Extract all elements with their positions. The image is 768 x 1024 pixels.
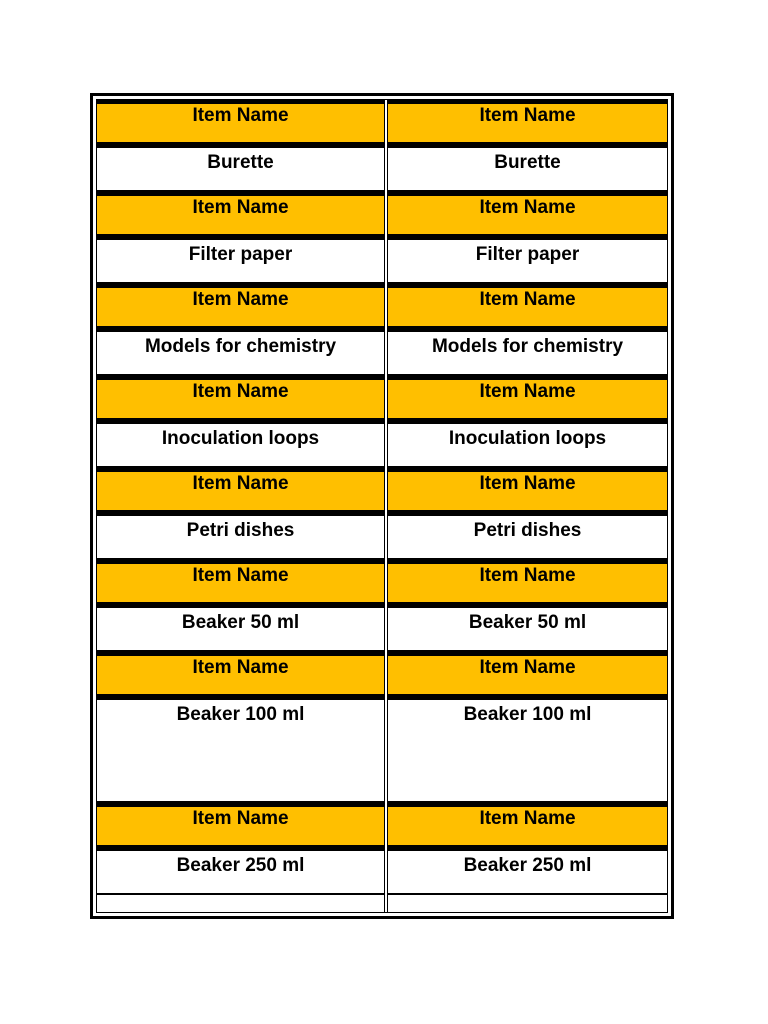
item-name-header-left (97, 652, 384, 698)
item-value-text: Beaker 250 ml (176, 855, 305, 876)
item-value-cell-left (97, 514, 384, 560)
item-name-header-right (388, 100, 667, 146)
item-name-header-label: Item Name (479, 105, 576, 126)
item-value-text: Beaker 250 ml (463, 855, 592, 876)
value-row (97, 146, 667, 192)
item-value-cell-right (388, 422, 667, 468)
item-value-text: Burette (494, 152, 561, 173)
item-name-header-right (388, 192, 667, 238)
item-name-header-label: Item Name (192, 105, 289, 126)
item-value-text: Beaker 100 ml (463, 704, 592, 725)
item-name-header-label: Item Name (479, 197, 576, 218)
item-name-header-label: Item Name (192, 808, 289, 829)
item-value-cell-right (388, 849, 667, 895)
item-value-text: Inoculation loops (448, 428, 607, 449)
item-name-header-label: Item Name (192, 197, 289, 218)
header-row (97, 803, 667, 849)
header-row (97, 468, 667, 514)
header-row (97, 652, 667, 698)
item-value-text: Models for chemistry (144, 336, 337, 357)
item-value-cell-right (388, 146, 667, 192)
item-name-header-label: Item Name (192, 657, 289, 678)
item-name-header-left (97, 376, 384, 422)
item-value-cell-left (97, 330, 384, 376)
item-value-text: Beaker 100 ml (176, 704, 305, 725)
item-value-cell-left (97, 698, 384, 803)
value-row (97, 606, 667, 652)
item-value-cell-left (97, 146, 384, 192)
item-value-text: Petri dishes (473, 520, 582, 541)
item-value-cell-right (388, 514, 667, 560)
header-row (97, 376, 667, 422)
value-row (97, 422, 667, 468)
item-value-cell-left (97, 606, 384, 652)
item-name-header-label: Item Name (192, 289, 289, 310)
item-name-header-right (388, 803, 667, 849)
item-name-header-label: Item Name (192, 565, 289, 586)
item-name-header-right (388, 652, 667, 698)
item-value-cell-left (97, 422, 384, 468)
header-row (97, 100, 667, 146)
item-value-cell-right (388, 330, 667, 376)
item-value-text: Models for chemistry (431, 336, 624, 357)
item-value-cell-left (97, 238, 384, 284)
item-name-header-label: Item Name (479, 381, 576, 402)
item-name-header-right (388, 560, 667, 606)
item-value-cell-right (388, 606, 667, 652)
item-name-header-left (97, 284, 384, 330)
item-value-cell-right (388, 698, 667, 803)
item-value-text: Beaker 50 ml (181, 612, 300, 633)
item-name-header-left (97, 468, 384, 514)
item-value-cell-right (388, 238, 667, 284)
label-table-inner (96, 99, 668, 913)
value-row (97, 330, 667, 376)
item-name-header-label: Item Name (479, 289, 576, 310)
item-value-cell-left (97, 849, 384, 895)
value-row (97, 698, 667, 803)
value-row (97, 514, 667, 560)
item-value-text: Filter paper (475, 244, 580, 265)
header-row (97, 284, 667, 330)
item-value-text: Filter paper (188, 244, 293, 265)
item-name-header-label: Item Name (192, 381, 289, 402)
header-row (97, 192, 667, 238)
item-name-header-label: Item Name (479, 808, 576, 829)
item-name-header-label: Item Name (479, 565, 576, 586)
item-name-header-label: Item Name (479, 657, 576, 678)
item-value-text: Petri dishes (186, 520, 295, 541)
item-name-header-label: Item Name (479, 473, 576, 494)
item-value-text: Burette (207, 152, 274, 173)
item-value-text: Beaker 50 ml (468, 612, 587, 633)
item-name-header-right (388, 284, 667, 330)
header-row (97, 560, 667, 606)
column-divider (384, 100, 388, 912)
item-value-text: Inoculation loops (161, 428, 320, 449)
value-row (97, 238, 667, 284)
item-name-header-left (97, 192, 384, 238)
item-name-header-right (388, 468, 667, 514)
item-name-header-label: Item Name (192, 473, 289, 494)
value-row (97, 849, 667, 895)
item-name-header-right (388, 376, 667, 422)
label-table (90, 93, 674, 919)
item-name-header-left (97, 560, 384, 606)
item-name-header-left (97, 100, 384, 146)
item-name-header-left (97, 803, 384, 849)
